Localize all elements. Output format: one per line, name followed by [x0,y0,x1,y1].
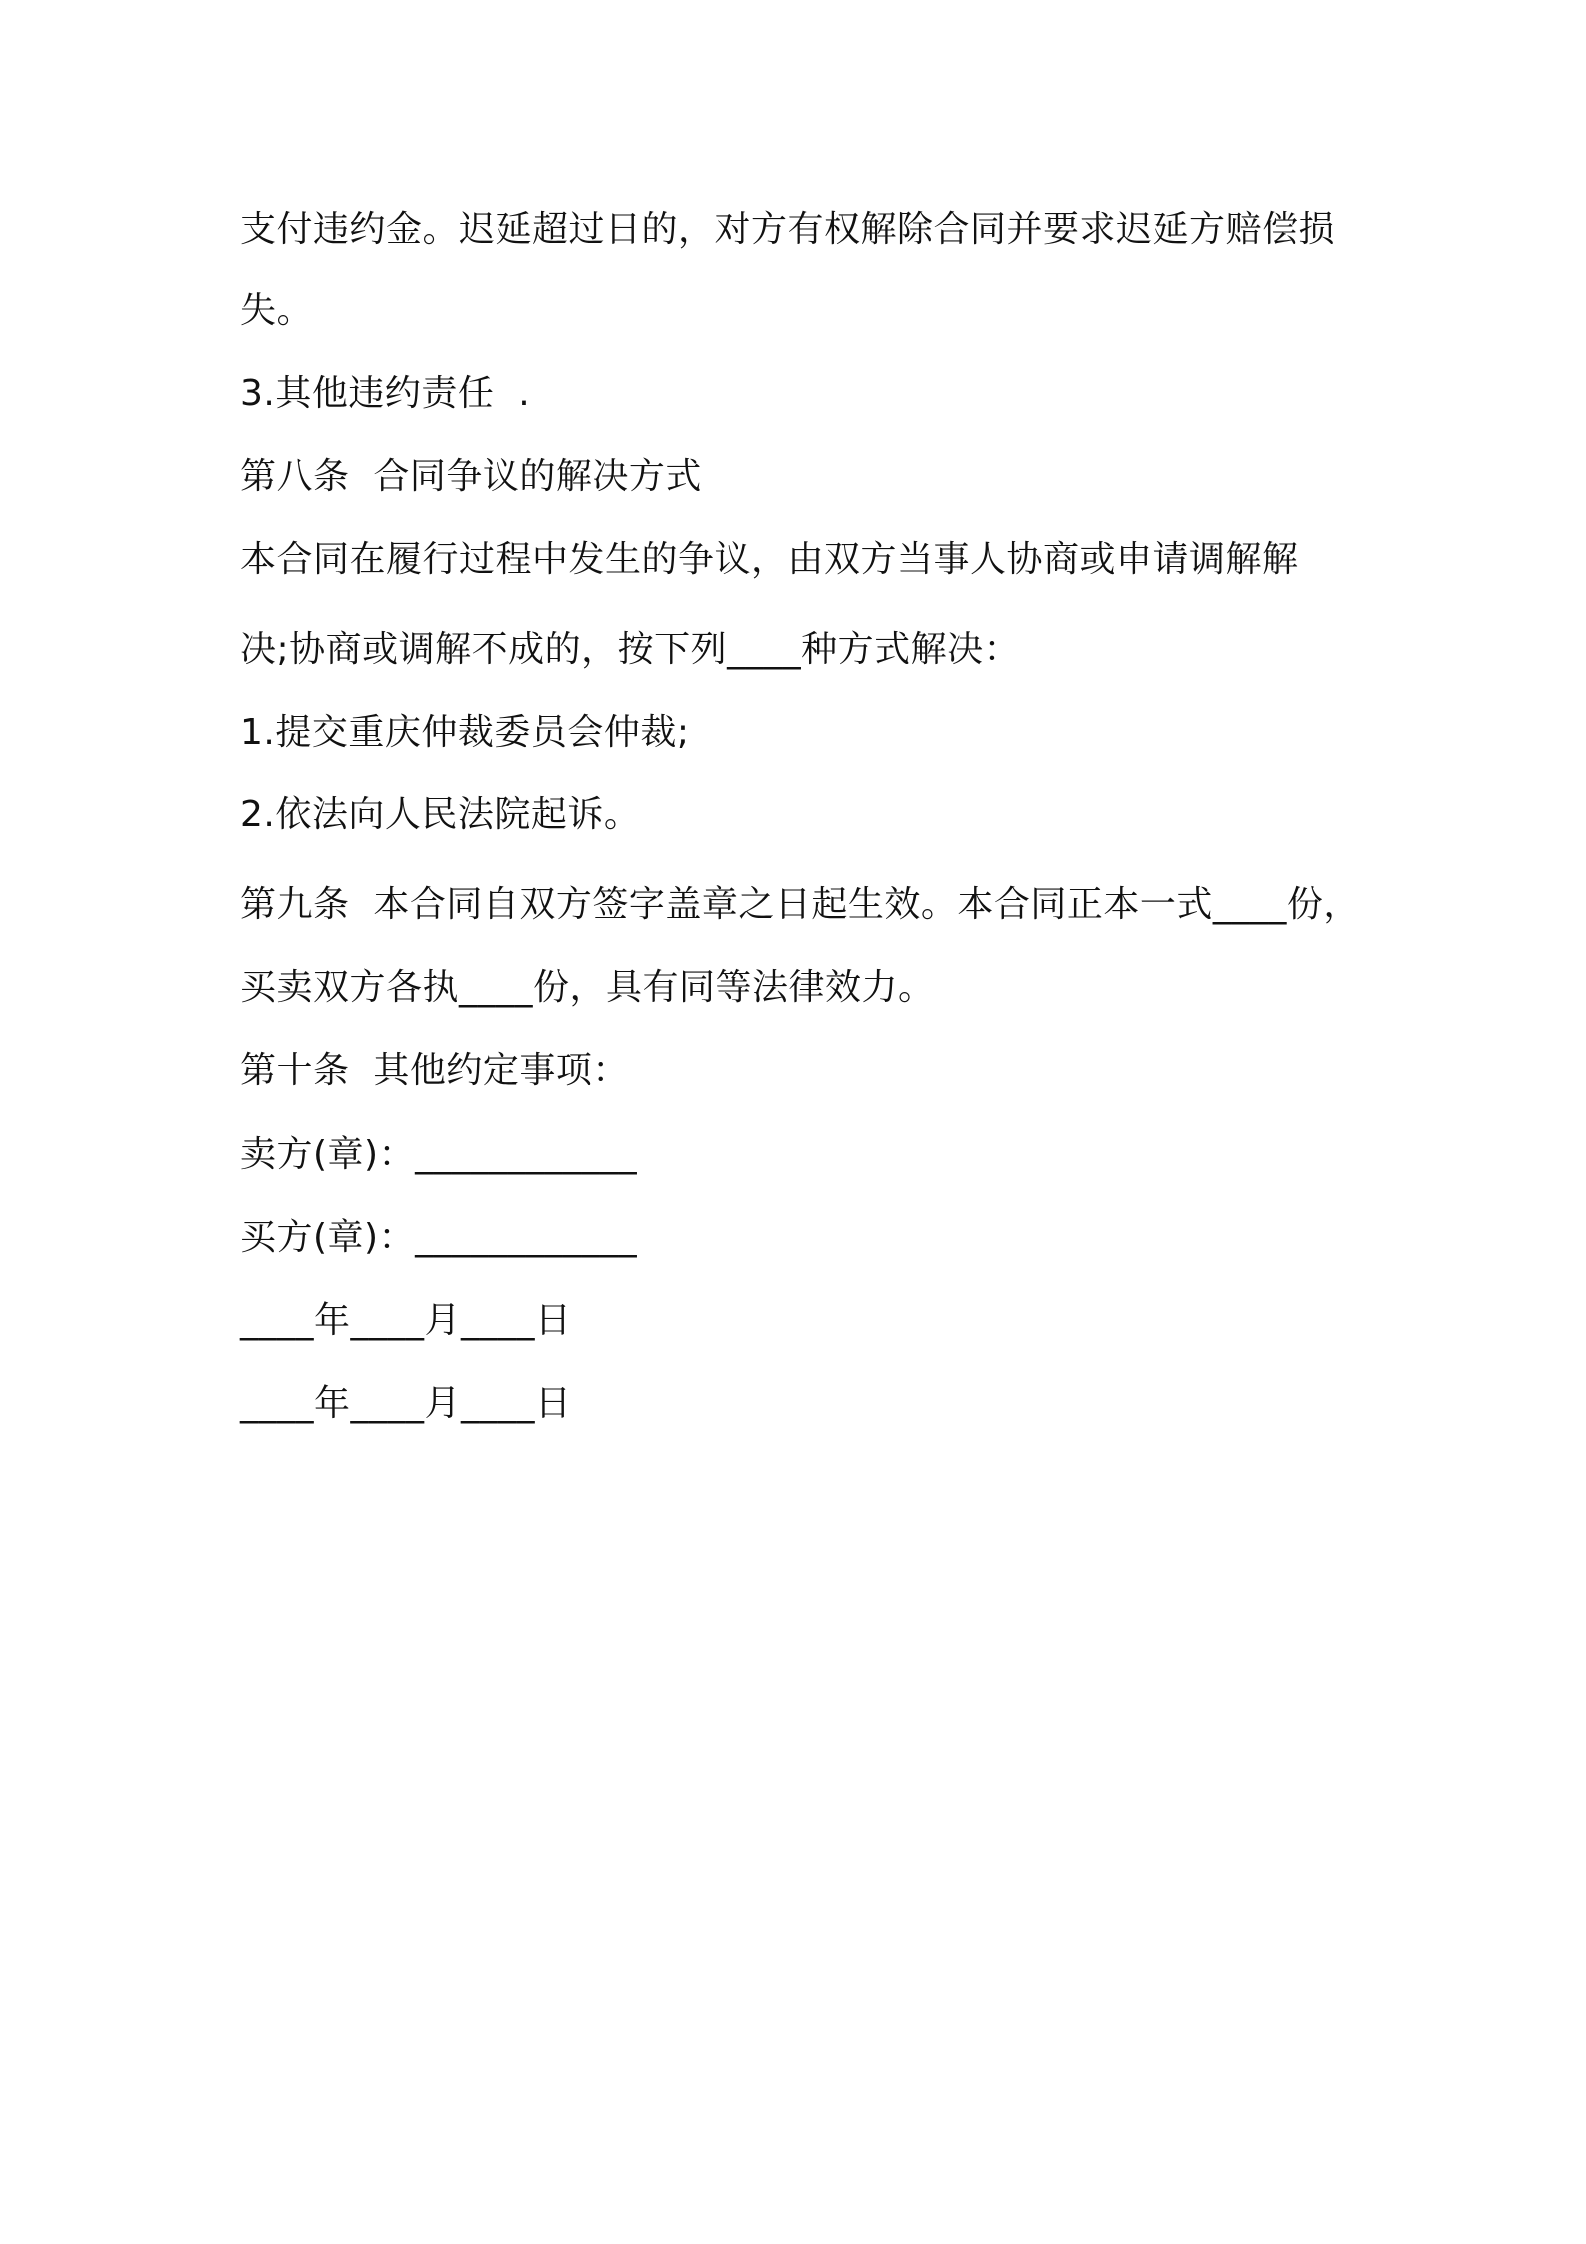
buyer-signature-line: 买方(章)：____________ [240,1217,638,1258]
paragraph-line: 本合同在履行过程中发生的争议，由双方当事人协商或申请调解解 [240,539,1299,580]
paragraph-line: 决;协商或调解不成的，按下列____种方式解决： [240,629,1021,670]
date-line: ____年____月____日 [240,1383,572,1424]
paragraph-line: 支付违约金。迟延超过日的，对方有权解除合同并要求迟延方赔偿损 [240,209,1336,250]
article-heading: 第八条 合同争议的解决方式 [240,456,702,497]
list-item: 2.依法向人民法院起诉。 [240,794,641,835]
article-heading: 第九条 本合同自双方签字盖章之日起生效。本合同正本一式____份， [240,884,1360,925]
date-line: ____年____月____日 [240,1300,572,1341]
list-item: 1.提交重庆仲裁委员会仲裁; [240,712,690,753]
paragraph-line: 失。 [240,290,314,331]
seller-signature-line: 卖方(章)：____________ [240,1134,638,1175]
paragraph-line: 买卖双方各执____份，具有同等法律效力。 [240,967,935,1008]
paragraph-line: 3.其他违约责任 . [240,373,531,414]
article-heading: 第十条 其他约定事项： [240,1050,629,1091]
